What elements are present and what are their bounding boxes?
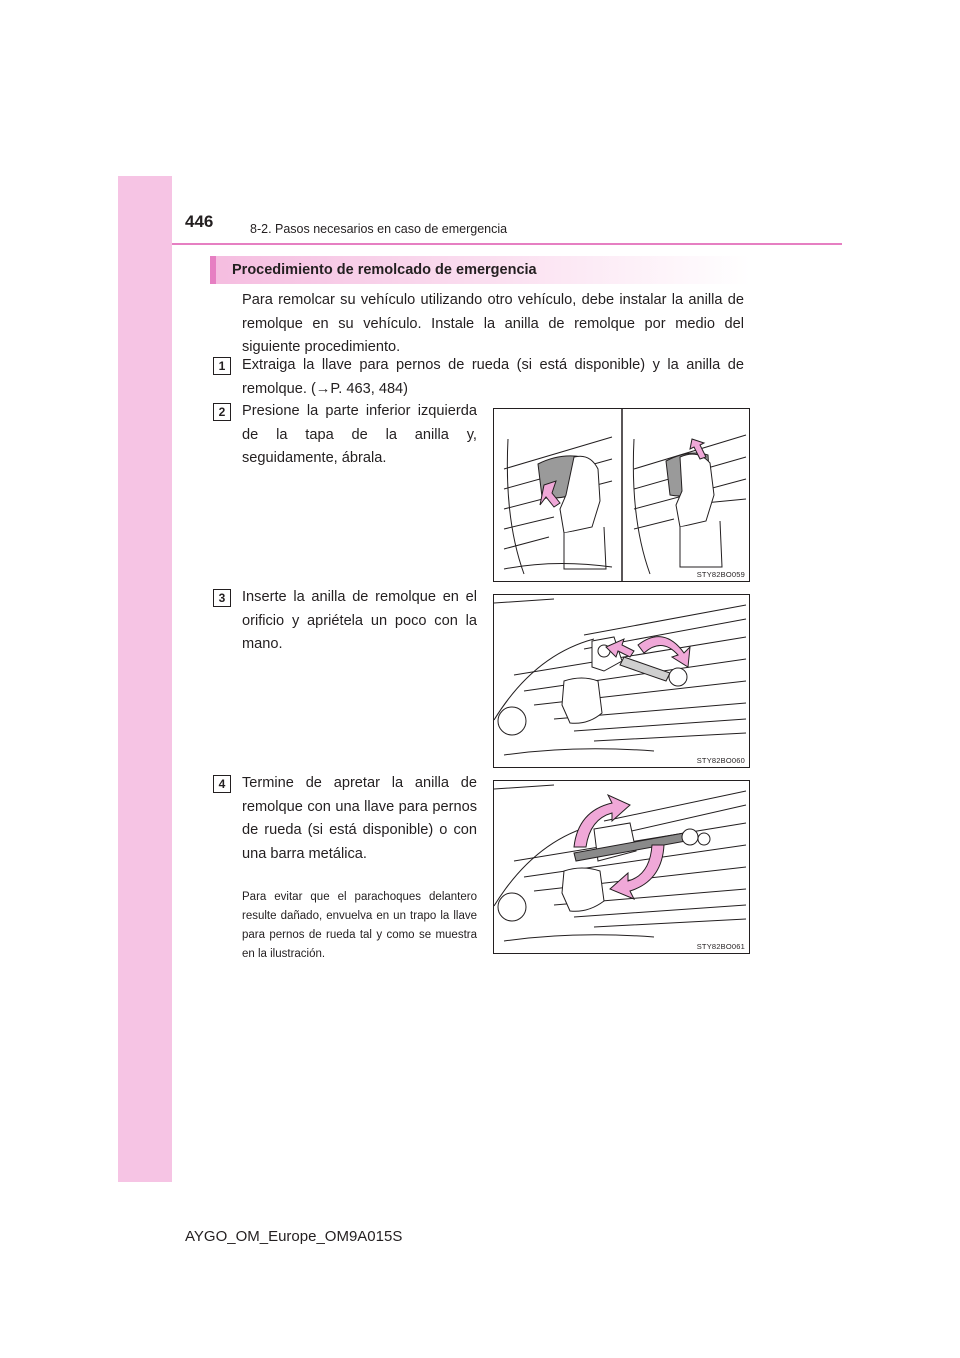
step-2-text: Presione la parte inferior izquierda de la tapa de la anilla y, seguidamente, ábrala. <box>242 403 477 466</box>
intro-paragraph: Para remolcar su vehículo utilizando otro vehículo, debe instalar la anilla de remolque en su vehículo. Instale la anilla de remolque por medio del siguiente procedimiento. <box>242 292 744 355</box>
figure-code-2: STY82BO060 <box>696 756 745 765</box>
section-heading: Procedimiento de remolcado de emergencia <box>232 262 537 278</box>
step-4-number: 4 <box>213 775 231 793</box>
wrench-tightening-drawing <box>494 781 749 953</box>
cover-opening-drawing <box>494 409 749 581</box>
step-3-illustration <box>493 594 750 768</box>
step-1-text: Extraiga la llave para pernos de rueda (si está disponible) y la anilla de remolque. (→P. 463, 484) <box>242 357 744 397</box>
header-rule <box>172 243 842 245</box>
step-1-number: 1 <box>213 357 231 375</box>
figure-code-3: STY82BO061 <box>696 942 745 951</box>
side-thumb-band <box>118 176 172 1182</box>
step-2-number: 2 <box>213 403 231 421</box>
step-3-number: 3 <box>213 589 231 607</box>
section-heading-bar <box>210 256 750 284</box>
figure-code-1: STY82BO059 <box>696 570 745 579</box>
hook-insertion-drawing <box>494 595 749 767</box>
step-3-text: Inserte la anilla de remolque en el orificio y apriétela un poco con la mano. <box>242 589 477 652</box>
step-2-illustration <box>493 408 750 582</box>
section-title: 8-2. Pasos necesarios en caso de emergencia <box>250 222 508 236</box>
step-4-text: Termine de apretar la anilla de remolque con una llave para pernos de rueda (si está disponible) o con una barra metálica. <box>242 775 477 862</box>
step-4-note: Para evitar que el parachoques delantero resulte dañado, envuelva en un trapo la llave para pernos de rueda tal y como se muestra en la ilustración. <box>242 891 477 960</box>
page-number: 446 <box>185 212 214 231</box>
step-4-illustration <box>493 780 750 954</box>
document-footer: AYGO_OM_Europe_OM9A015S <box>185 1228 403 1245</box>
